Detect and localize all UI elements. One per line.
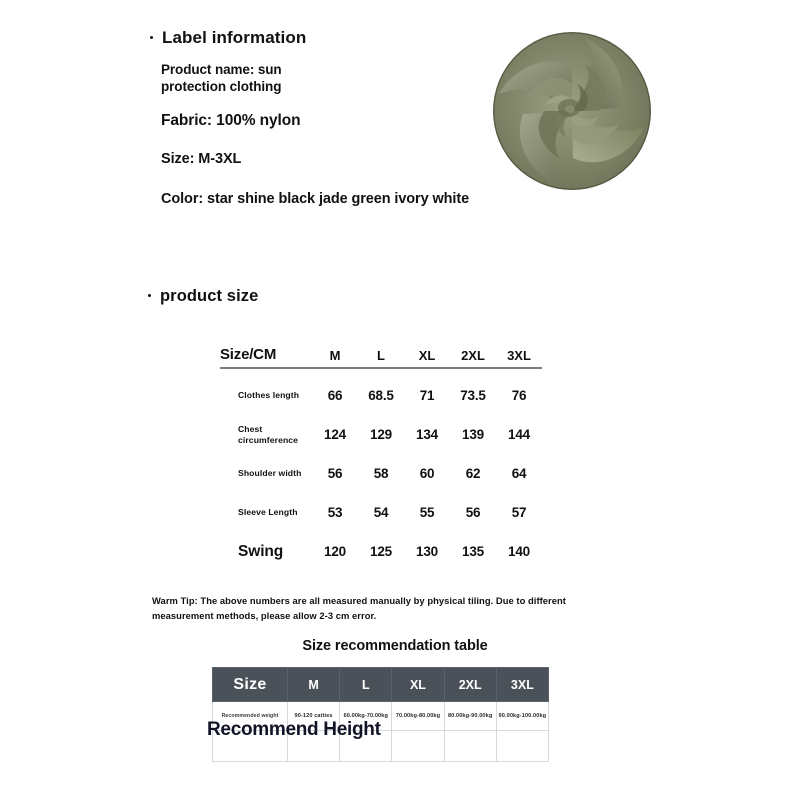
rec-header-m: M xyxy=(288,668,340,702)
label-information-list xyxy=(150,61,510,207)
rec-header-size: Size xyxy=(213,668,288,702)
cell-swing-l: 125 xyxy=(370,544,392,559)
cell-shoulder-3xl: 64 xyxy=(511,466,527,481)
row-label-clothes-length: Clothes length xyxy=(238,390,300,401)
bullet-dot-icon xyxy=(148,294,151,297)
cell-clothes-length-m: 66 xyxy=(327,388,343,403)
row-label-sleeve-length: Sleeve Length xyxy=(238,507,298,518)
size-column-header-3xl: 3XL xyxy=(507,348,531,363)
rec-height-3xl xyxy=(496,731,548,762)
recommendation-header-row xyxy=(213,668,549,702)
cell-clothes-length-3xl: 76 xyxy=(511,388,527,403)
color-options-text: Color: star shine black jade green ivory white xyxy=(161,191,470,208)
cell-shoulder-2xl: 62 xyxy=(465,466,481,481)
size-recommendation-title: Size recommendation table xyxy=(302,638,488,654)
rec-weight-3xl: 90.00kg-100.00kg xyxy=(496,702,548,731)
cell-swing-m: 120 xyxy=(324,544,346,559)
row-label-shoulder-width: Shoulder width xyxy=(238,468,302,479)
label-information-section xyxy=(150,28,510,207)
cell-clothes-length-xl: 71 xyxy=(419,388,435,403)
size-column-header-m: M xyxy=(329,348,341,363)
header-rule xyxy=(220,367,542,369)
table-row xyxy=(220,376,542,415)
product-size-heading-text: product size xyxy=(160,287,259,305)
warm-tip-text: Warm Tip: The above numbers are all measured manually by physical tiling. Due to different measurement methods, please allow 2-3 cm error. xyxy=(152,595,566,621)
rec-header-2xl: 2XL xyxy=(444,668,496,702)
rec-weight-xl: 70.00kg-80.00kg xyxy=(392,702,444,731)
rec-height-xl xyxy=(392,731,444,762)
cell-clothes-length-l: 68.5 xyxy=(368,388,394,403)
cell-sleeve-xl: 55 xyxy=(419,505,435,520)
table-row xyxy=(220,454,542,493)
table-row xyxy=(220,532,542,571)
cell-chest-xl: 134 xyxy=(416,427,438,442)
cell-chest-2xl: 139 xyxy=(462,427,484,442)
cell-swing-xl: 130 xyxy=(416,544,438,559)
cell-chest-m: 124 xyxy=(324,427,346,442)
cell-shoulder-m: 56 xyxy=(327,466,343,481)
rec-header-xl: XL xyxy=(392,668,444,702)
rec-header-3xl: 3XL xyxy=(496,668,548,702)
size-column-header-l: L xyxy=(377,348,385,363)
rec-weight-l: 60.00kg-70.00kg xyxy=(340,702,392,731)
recommend-height-overlay-text: Recommend Height xyxy=(207,719,381,740)
cell-sleeve-m: 53 xyxy=(327,505,343,520)
bullet-dot-icon xyxy=(150,36,153,39)
cell-shoulder-l: 58 xyxy=(373,466,389,481)
rec-height-2xl xyxy=(444,731,496,762)
size-column-header-xl: XL xyxy=(418,348,436,363)
size-range-text: Size: M-3XL xyxy=(161,151,242,168)
rec-weight-2xl: 80.00kg-90.00kg xyxy=(444,702,496,731)
size-table-header-label: Size/CM xyxy=(220,346,277,363)
row-label-swing: Swing xyxy=(238,542,284,560)
cell-swing-2xl: 135 xyxy=(462,544,484,559)
size-table-header-row xyxy=(220,346,542,367)
fabric-swatch-image xyxy=(493,32,651,190)
size-recommendation-table xyxy=(212,667,549,762)
cell-sleeve-2xl: 56 xyxy=(465,505,481,520)
table-row xyxy=(220,493,542,532)
label-information-heading-text: Label information xyxy=(162,28,307,47)
size-column-header-2xl: 2XL xyxy=(461,348,485,363)
fabric-text: Fabric: 100% nylon xyxy=(161,112,301,130)
size-table-divider xyxy=(220,367,542,376)
row-label-chest-circumference: Chest circumference xyxy=(238,423,299,445)
size-measurement-table xyxy=(220,346,542,571)
cell-sleeve-l: 54 xyxy=(373,505,389,520)
rec-row-label-weight: Recommended weight xyxy=(213,702,288,731)
rec-weight-m: 90-120 catties xyxy=(288,702,340,731)
product-name-text: Product name: sun protection clothing xyxy=(161,62,282,95)
rec-header-l: L xyxy=(340,668,392,702)
cell-clothes-length-2xl: 73.5 xyxy=(460,388,486,403)
product-size-heading xyxy=(148,287,258,306)
cell-swing-3xl: 140 xyxy=(508,544,530,559)
cell-chest-3xl: 144 xyxy=(508,427,530,442)
cell-chest-l: 129 xyxy=(370,427,392,442)
cell-sleeve-3xl: 57 xyxy=(511,505,527,520)
cell-shoulder-xl: 60 xyxy=(419,466,435,481)
label-information-heading xyxy=(150,28,510,48)
table-row xyxy=(220,415,542,454)
